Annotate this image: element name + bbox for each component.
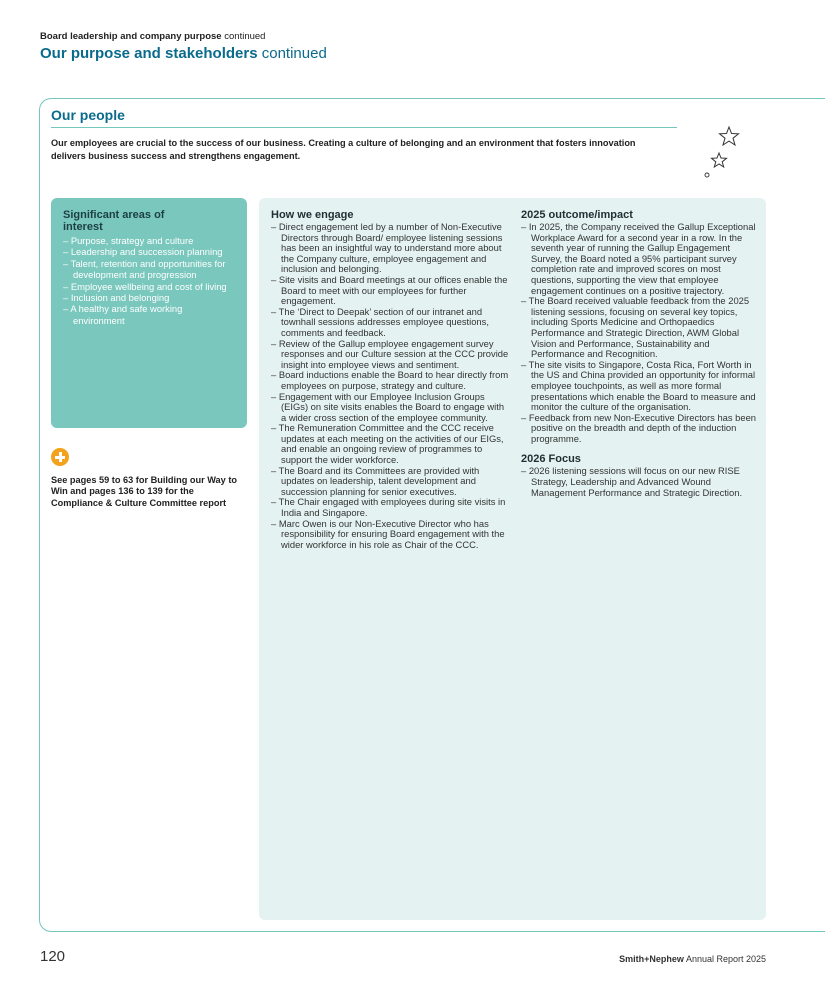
page-title-label: Our purpose and stakeholders <box>40 45 258 62</box>
significant-area-item: – A healthy and safe working environment <box>63 303 235 326</box>
outcome-item: – Feedback from new Non-Executive Directors has been positive on the breadth and depth of the induction programme. <box>521 413 761 445</box>
focus-list <box>521 466 761 498</box>
how-we-engage-column <box>271 209 511 550</box>
significant-areas-box <box>51 198 247 428</box>
significant-areas-list <box>63 235 235 326</box>
outcome-item: – The Board received valuable feedback from the 2025 listening sessions, focusing on several key topics, including Sports Medicine and Orthopaedics Performance and Strategic Direction, AWM Global Vision and Performance, Sustainability and Performance and Recognition. <box>521 296 761 360</box>
see-pages-reference: See pages 59 to 63 for Building our Way to Win and pages 136 to 139 for the Compliance & Culture Committee report <box>51 475 237 508</box>
how-we-engage-title: How we engage <box>271 209 354 221</box>
engage-item: – Review of the Gallup employee engagement survey responses and our Culture session at the CCC provide insight into employee views and sentiment. <box>271 339 511 371</box>
how-we-engage-list <box>271 222 511 550</box>
significant-area-item: – Employee wellbeing and cost of living <box>63 281 235 292</box>
stars-icon <box>700 124 750 184</box>
outcome-title: 2025 outcome/impact <box>521 209 633 221</box>
brand-name: Smith+Nephew <box>619 954 684 964</box>
significant-area-item: – Leadership and succession planning <box>63 246 235 257</box>
significant-area-item: – Inclusion and belonging <box>63 292 235 303</box>
report-name: Annual Report 2025 <box>685 954 766 964</box>
report-footer <box>619 954 766 964</box>
outcome-list <box>521 222 761 444</box>
engage-item: – Direct engagement led by a number of Non-Executive Directors through Board/ employee listening sessions has been an insightful way to understand more about the Company culture, employee engagement and inclusion and belonging. <box>271 222 511 275</box>
page-title-suffix: continued <box>261 45 327 62</box>
section-header-label: Board leadership and company purpose <box>40 31 222 42</box>
outcome-item: – The site visits to Singapore, Costa Rica, Fort Worth in the US and China provided an opportunity for informal employee touchpoints, as well as more formal presentations which enable the Board to measure and monitor the culture of the organisation. <box>521 360 761 413</box>
outcome-column <box>521 209 761 498</box>
engage-item: – The ‘Direct to Deepak’ section of our intranet and townhall sessions addresses employee questions, comments and feedback. <box>271 307 511 339</box>
focus-title: 2026 Focus <box>521 453 581 466</box>
engage-item: – Marc Owen is our Non-Executive Director who has responsibility for ensuring Board engagement with the wider workforce in his role as Chair of the CCC. <box>271 519 511 551</box>
engage-item: – The Board and its Committees are provided with updates on leadership, talent development and succession planning for senior executives. <box>271 466 511 498</box>
engage-item: – Engagement with our Employee Inclusion Groups (EIGs) on site visits enables the Board to engage with a wider cross section of the employee community. <box>271 392 511 424</box>
engage-item: – Board inductions enable the Board to hear directly from employees on purpose, strategy and culture. <box>271 370 511 391</box>
title-divider <box>51 127 677 128</box>
focus-item: – 2026 listening sessions will focus on our new RISE Strategy, Leadership and Advanced Wound Management Performance and Strategic Direction. <box>521 466 761 498</box>
significant-area-item: – Talent, retention and opportunities for development and progression <box>63 258 235 281</box>
engage-item: – The Chair engaged with employees during site visits in India and Singapore. <box>271 497 511 518</box>
engage-item: – Site visits and Board meetings at our offices enable the Board to meet with our employees for further engagement. <box>271 275 511 307</box>
engage-item: – The Remuneration Committee and the CCC receive updates at each meeting on the activities of our EIGs, and enable an ongoing review of programmes to support the wider workforce. <box>271 423 511 465</box>
plus-circle-icon <box>51 448 69 466</box>
significant-area-item: – Purpose, strategy and culture <box>63 235 235 246</box>
outcome-item: – In 2025, the Company received the Gallup Exceptional Workplace Award for a second year in a row. In the seventh year of running the Gallup Engagement Survey, the Board noted a 95% participant survey completion rate and improved scores on most questions, supporting the view that employee engagement continues on a positive trajectory. <box>521 222 761 296</box>
page-number: 120 <box>40 948 66 965</box>
significant-areas-title: Significant areas of interest <box>63 209 165 233</box>
section-header <box>40 31 265 42</box>
people-intro: Our employees are crucial to the success of our business. Creating a culture of belonging and an environment that fosters innovation delivers business success and strengthens engagement. <box>51 138 636 161</box>
people-title: Our people <box>51 107 125 123</box>
page-title <box>40 45 327 62</box>
section-header-suffix: continued <box>224 31 266 42</box>
